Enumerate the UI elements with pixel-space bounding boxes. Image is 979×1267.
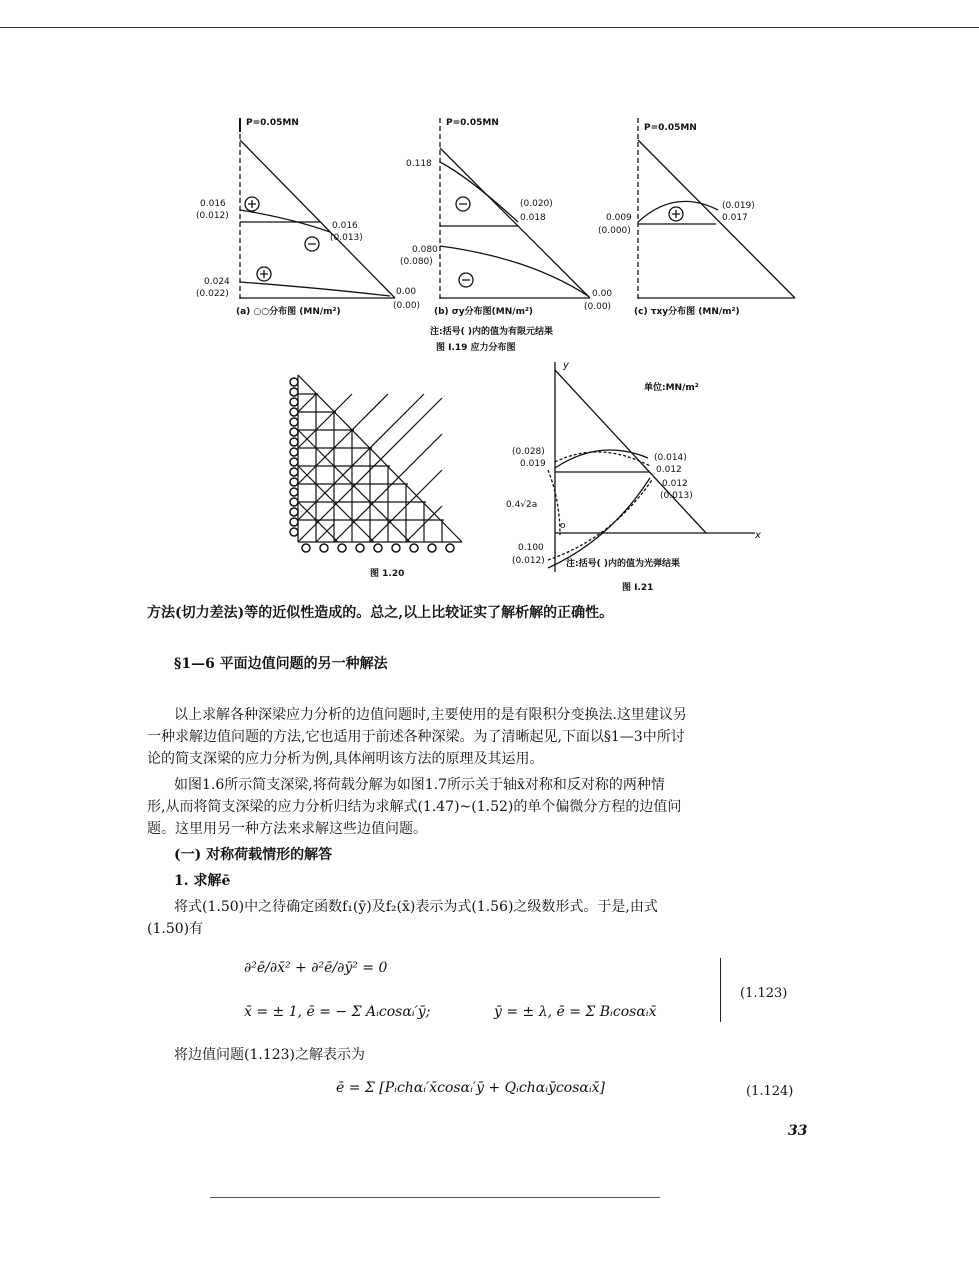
fig119c-l0: (0.019) [722,201,755,211]
fig119b-l3: 0.080 [412,245,438,255]
p1-line2: 一种求解边值问题的方法,它也适用于前述各种深梁。为了清晰起见,下面以§1—3中所讨 [147,729,685,745]
equation-bc-x: x̄ = ± 1, ē = − Σ Aᵢcosαᵢ′ȳ; [244,1004,431,1020]
fig119b-l6: (0.00) [584,302,612,312]
p3-line1: 将式(1.50)中之待确定函数f₁(ȳ)及f₂(x̄)表示为式(1.56)之级数形式。于是,由式 [174,899,658,915]
p2-line1: 如图1.6所示简支深梁,将荷载分解为如图1.7所示关于轴x̄对称和反对称的两种情 [174,777,665,793]
page-number: 33 [788,1123,808,1139]
fig120-mesh [298,375,462,542]
p3-line2: (1.50)有 [147,921,204,937]
fig119a-l6: 0.00 [396,287,417,297]
fig120-title: 图 1.20 [370,569,405,579]
fig119b-l1: (0.020) [520,199,553,209]
fig119-title: 图 I.19 应力分布图 [436,343,516,353]
figure-area [0,0,979,600]
p1-line3: 论的简支深梁的应力分析为例,具体阐明该方法的原理及其运用。 [147,751,544,767]
p2-line2: 形,从而将简支深梁的应力分析归结为求解式(1.47)~(1.52)的单个偏微分方程的边值问 [147,799,682,815]
fig119b-l5: 0.00 [592,289,613,299]
fig121-title: 图 I.21 [622,583,654,593]
fig121-l8: (0.012) [512,556,545,566]
fig121-l2: (0.014) [654,453,687,463]
fig119a-l3: (0.013) [330,233,363,243]
fig119a-l2: 0.016 [332,221,358,231]
paragraph-0: 方法(切力差法)等的近似性造成的。总之,以上比较证实了解析解的正确性。 [147,605,614,621]
fig119c [638,118,795,300]
fig121-o: o [560,521,566,531]
fig119-note: 注:括号( )内的值为有限元结果 [430,327,553,337]
fig119a-l7: (0.00) [393,301,421,311]
fig119c-l3: (0.000) [598,226,631,236]
fig119a-caption: (a) ○○分布图 (MN/m²) [236,307,341,317]
subheading-2: 1. 求解ē [174,873,231,889]
fig119a-load: P=0.05MN [246,118,299,128]
fig119a-l0: 0.016 [200,199,226,209]
fig119c-load: P=0.05MN [644,123,697,133]
fig121-unit: 单位:MN/m² [644,383,699,393]
fig119b-l2: 0.018 [520,213,546,223]
fig121-l5: (0.013) [660,491,693,501]
equation-brace [712,958,721,1022]
fig119b-load: P=0.05MN [446,118,499,128]
equation-solution: ē = Σ [Pᵢchαᵢ′x̄cosαᵢ′ȳ + Qᵢchαᵢȳcosαᵢx̄] [336,1080,606,1096]
fig121-l1: 0.019 [520,459,546,469]
fig119c-l2: 0.017 [722,213,748,223]
fig119a-l4: 0.024 [204,277,230,287]
fig121-l4: 0.012 [662,479,688,489]
fig121-x: x [755,530,761,541]
fig119b [440,118,590,300]
fig121-note: 注:括号( )内的值为光弹结果 [566,559,680,569]
section-heading: §1—6 平面边值问题的另一种解法 [174,656,388,672]
paragraph-4: 将边值问题(1.123)之解表示为 [174,1047,366,1063]
fig121-l3: 0.012 [656,465,682,475]
subheading-1: (一) 对称荷载情形的解答 [174,847,333,863]
fig119a [240,118,395,300]
equation-number-123: (1.123) [740,986,788,1001]
equation-bc-y: ȳ = ± λ, ē = Σ Bᵢcosαᵢx̄ [494,1004,657,1020]
bottom-rule [210,1197,660,1198]
p2-line3: 题。这里用另一种方法来求解这些边值问题。 [147,821,427,837]
fig121-y: y [563,360,569,371]
fig119c-caption: (c) τxy分布图 (MN/m²) [634,307,740,317]
fig121 [548,362,755,572]
fig119a-l1: (0.012) [196,211,229,221]
fig119c-l1: 0.009 [606,213,632,223]
fig119b-l4: (0.080) [400,257,433,267]
equation-number-124: (1.124) [746,1084,794,1099]
fig121-l6: 0.4√2a [506,500,538,510]
equation-laplace: ∂²ē/∂x̄² + ∂²ē/∂ȳ² = 0 [244,960,388,976]
fig119b-caption: (b) σy分布图(MN/m²) [434,307,534,317]
fig119b-l0: 0.118 [406,159,432,169]
p1-line1: 以上求解各种深梁应力分析的边值问题时,主要使用的是有限积分变换法.这里建议另 [174,707,687,723]
fig119a-l5: (0.022) [196,289,229,299]
fig121-l0: (0.028) [512,447,545,457]
fig121-l7: 0.100 [518,543,544,553]
